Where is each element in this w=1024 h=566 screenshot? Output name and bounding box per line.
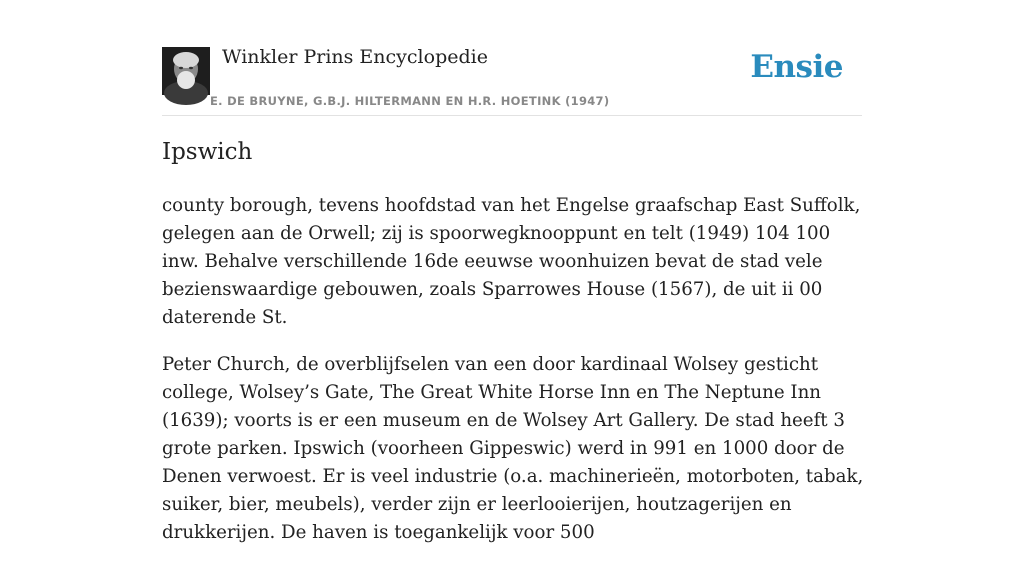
- source-title[interactable]: Winkler Prins Encyclopedie: [222, 46, 488, 68]
- author-avatar: [162, 47, 210, 95]
- article-paragraph: Peter Church, de overblijfselen van een door kardinaal Wolsey gesticht college, Wolsey’s Gate, The Great White Horse Inn en The Neptune Inn (1639); voorts is er een museum en de Wolsey Art Gallery. De stad heeft 3 grote parken. Ipswich (voorheen Gippeswic) werd in 991 en 1000 door de Denen verwoest. Er is veel industrie (o.a. machinerieën, motorboten, tabak, suiker, bier, meubels), verder zijn er leerlooierijen, houtzagerijen en drukkerijen. De haven is toegankelijk voor 500: [162, 354, 864, 543]
- brand-logo-link[interactable]: Ensie: [750, 49, 843, 85]
- source-authors: E. DE BRUYNE, G.B.J. HILTERMANN EN H.R. HOETINK (1947): [210, 94, 610, 108]
- article-paragraph: county borough, tevens hoofdstad van het Engelse graafschap East Suffolk, gelegen aan de Orwell; zij is spoorwegknooppunt en telt (1949) 104 100 inw. Behalve verschillende 16de eeuwse woonhuizen bevat de stad vele bezienswaardige gebouwen, zoals Sparrowes House (1567), de uit ii 00 daterende St.: [162, 195, 861, 328]
- article-title: Ipswich: [162, 139, 253, 165]
- article-body: [162, 192, 867, 566]
- author-portrait-image: [162, 47, 210, 95]
- source-header: [162, 45, 862, 116]
